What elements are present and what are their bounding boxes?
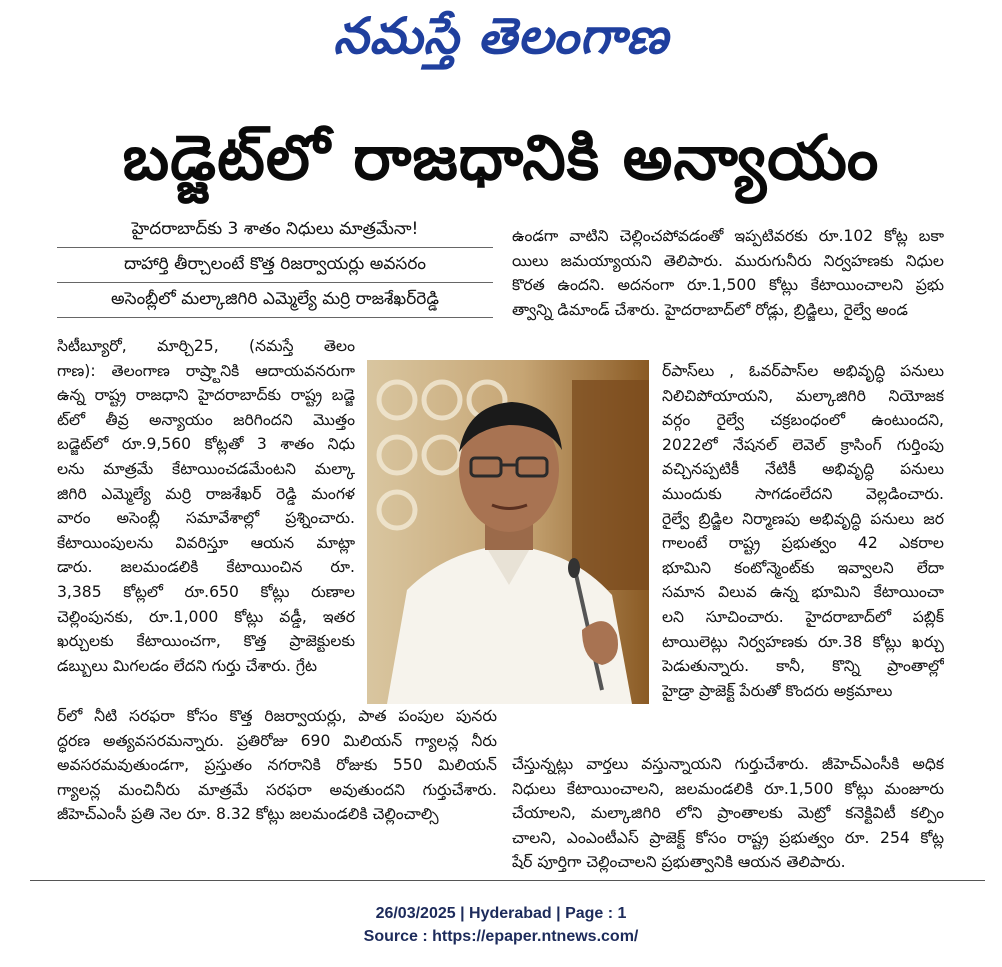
article-line: డబ్బులు మిగలడం లేదని గుర్తు చేశారు. గ్రేట	[57, 656, 317, 675]
article-left-lower	[57, 704, 497, 827]
article-line: బడ్జెట్‌లో రూ.9,560 కోట్లతో 3 శాతం నిధు	[57, 435, 355, 454]
article-line: త్వాన్ని డిమాండ్ చేశారు. హైదరాబాద్‌లో రోడ్లు, బ్రిడ్జిలు, రైల్వే అండ	[512, 300, 908, 319]
article-line: గ్యాలన్ల మంచినీరు మాత్రమే సరఫరా అవుతుందని గుర్తుచేశారు.	[57, 780, 497, 799]
article-line: నిలిచిపోయాయని, మల్కాజిగిరి నియోజక	[662, 386, 944, 405]
subheading-2: దాహార్తి తీర్చాలంటే కొత్త రిజర్వాయర్లు అవసరం	[57, 248, 493, 283]
article-line: రైల్వే బ్రిడ్జిల నిర్మాణపు అభివృద్ధి పనులు జర	[662, 509, 944, 528]
article-right-upper	[512, 224, 944, 322]
article-line: జీహెచ్ఎంసీ ప్రతి నెల రూ. 8.32 కోట్లు జలమండలికి చెల్లించాల్సి	[57, 805, 439, 824]
headline: బడ్జెట్‌లో రాజధానికి అన్యాయం	[122, 121, 880, 194]
article-line: కేటాయింపులను వివరిస్తూ ఆయన మాట్లా	[57, 533, 355, 552]
article-line: కొరత ఉందని. అదనంగా రూ.1,500 కోట్లు కేటాయించాలని ప్రభు	[512, 276, 944, 295]
article-line: ఉన్న రాష్ట్ర రాజధాని హైదరాబాద్‌కు రాష్ట్ర బడ్జె	[57, 386, 355, 405]
article-line: చేస్తున్నట్లు వార్తలు వస్తున్నాయని గుర్తుచేశారు. జీహెచ్ఎంసీకి అధిక	[512, 755, 944, 773]
article-line: లని సూచించారు. హైదరాబాద్‌లో పబ్లిక్	[662, 607, 944, 626]
subheading-1: హైదరాబాద్‌కు 3 శాతం నిధులు మాత్రమేనా!	[57, 213, 493, 248]
article-line: వారం అసెంబ్లీ సమావేశాల్లో ప్రశ్నించారు.	[57, 509, 355, 528]
footer-date-page: 26/03/2025 | Hyderabad | Page : 1	[375, 905, 627, 922]
article-right-column	[662, 359, 944, 703]
article-line: చెల్లింపునకు, రూ.1,000 కోట్లు వడ్డీ, ఇతర	[57, 607, 355, 626]
subheading-3: అసెంబ్లీలో మల్కాజిగిరి ఎమ్మెల్యే మర్రి రాజశేఖర్‌రెడ్డి	[57, 283, 493, 318]
article-line: టాయిలెట్లు నిర్వహణకు రూ.38 కోట్లు ఖర్చు	[662, 632, 944, 651]
masthead-logo: నమస్తే తెలంగాణ	[333, 6, 669, 65]
article-line: షేర్ పూర్తిగా చెల్లించాలని ప్రభుత్వానికి ఆయన తెలిపారు.	[512, 853, 846, 872]
article-line: సమాన విలువ ఉన్న భూమిని కేటాయించా	[662, 583, 944, 602]
article-line: ఉండగా వాటిని చెల్లించపోవడంతో ఇప్పటివరకు రూ.102 కోట్ల బకా	[512, 227, 944, 245]
article-line: ముందుకు సాగడంలేదని వెల్లడించారు.	[662, 484, 944, 503]
article-line: జిగిరి ఎమ్మెల్యే మర్రి రాజశేఖర్ రెడ్డి మంగళ	[57, 484, 355, 503]
article-left-column	[57, 334, 355, 678]
article-line: చాలని, ఎంఎంటీఎస్ ప్రాజెక్ట్ కోసం రాష్ట్ర ప్రభుత్వం రూ. 254 కోట్ల	[512, 828, 944, 847]
article-line: ద్ధరణ అత్యవసరమన్నారు. ప్రతిరోజు 690 మిలియన్ గ్యాలన్ల నీరు	[57, 731, 497, 750]
footer-divider	[30, 880, 985, 881]
article-line: పెడుతున్నారు. కానీ, కొన్ని ప్రాంతాల్లో	[662, 657, 944, 676]
article-line: అవసరమవుతుండగా, ప్రస్తుతం నగరానికి రోజుకు 550 మిలియన్	[57, 756, 497, 775]
article-line: వర్గం రైల్వే చక్రబంధంలో ఉంటుందని,	[662, 411, 944, 430]
article-line: గాణ): తెలంగాణ రాష్ర్టానికి ఆదాయవనరుగా	[57, 361, 355, 380]
article-line: ర్‌పాస్‌లు , ఓవర్‌పాస్‌ల అభివృద్ధి పనులు	[662, 362, 944, 380]
article-line: ఖర్చులకు కేటాయించగా, కొత్త ప్రాజెక్టులకు	[57, 632, 355, 651]
article-right-lower	[512, 752, 944, 875]
article-line: నిధులు కేటాయించాలని, జలమండలికి రూ.1,500 కోట్లు మంజూరు	[512, 779, 944, 798]
article-line: లను మాత్రమే కేటాయించడమేంటని మల్కా	[57, 459, 355, 478]
man-speaking-photo-icon	[367, 360, 649, 704]
article-line: వచ్చినప్పటికీ నేటికీ అభివృద్ధి పనులు	[662, 460, 944, 479]
article-line: గాలంటే రాష్ట్ర ప్రభుత్వం 42 ఎకరాల	[662, 534, 944, 553]
subheadings	[57, 213, 493, 318]
speaker-photo	[367, 360, 649, 704]
article-line: చేయాలని, మల్కాజిగిరి లోని ప్రాంతాలకు మెట్రో కనెక్టివిటీ కల్పిం	[512, 804, 944, 823]
article-line: యిలు జమయ్యాయని తెలిపారు. మురుగునీరు నిర్వహణకు నిధుల	[512, 251, 944, 270]
article-line: ర్‌లో నీటి సరఫరా కోసం కొత్త రిజర్వాయర్లు, పాత పంపుల పునరు	[57, 707, 497, 725]
footer-source: Source : https://epaper.ntnews.com/	[363, 928, 639, 945]
article-line: డారు. జలమండలికి కేటాయించిన రూ.	[57, 558, 355, 577]
article-line: 2022లో నేషనల్ లెవెల్ క్రాసింగ్ గుర్తింపు	[662, 435, 944, 454]
article-line: హైడ్రా ప్రాజెక్ట్ పేరుతో కొందరు అక్రమాలు	[662, 681, 893, 700]
article-line: ట్‌లో తీవ్ర అన్యాయం జరిగిందని మొత్తం	[57, 410, 355, 429]
article-line: భూమిని కంటోన్మెంట్‌కు ఇవ్వాలని లేదా	[662, 558, 944, 577]
article-line: సిటీబ్యూరో, మార్చి25, (నమస్తే తెలం	[57, 337, 355, 355]
article-line: 3,385 కోట్లలో రూ.650 కోట్లు రుణాల	[57, 582, 355, 601]
